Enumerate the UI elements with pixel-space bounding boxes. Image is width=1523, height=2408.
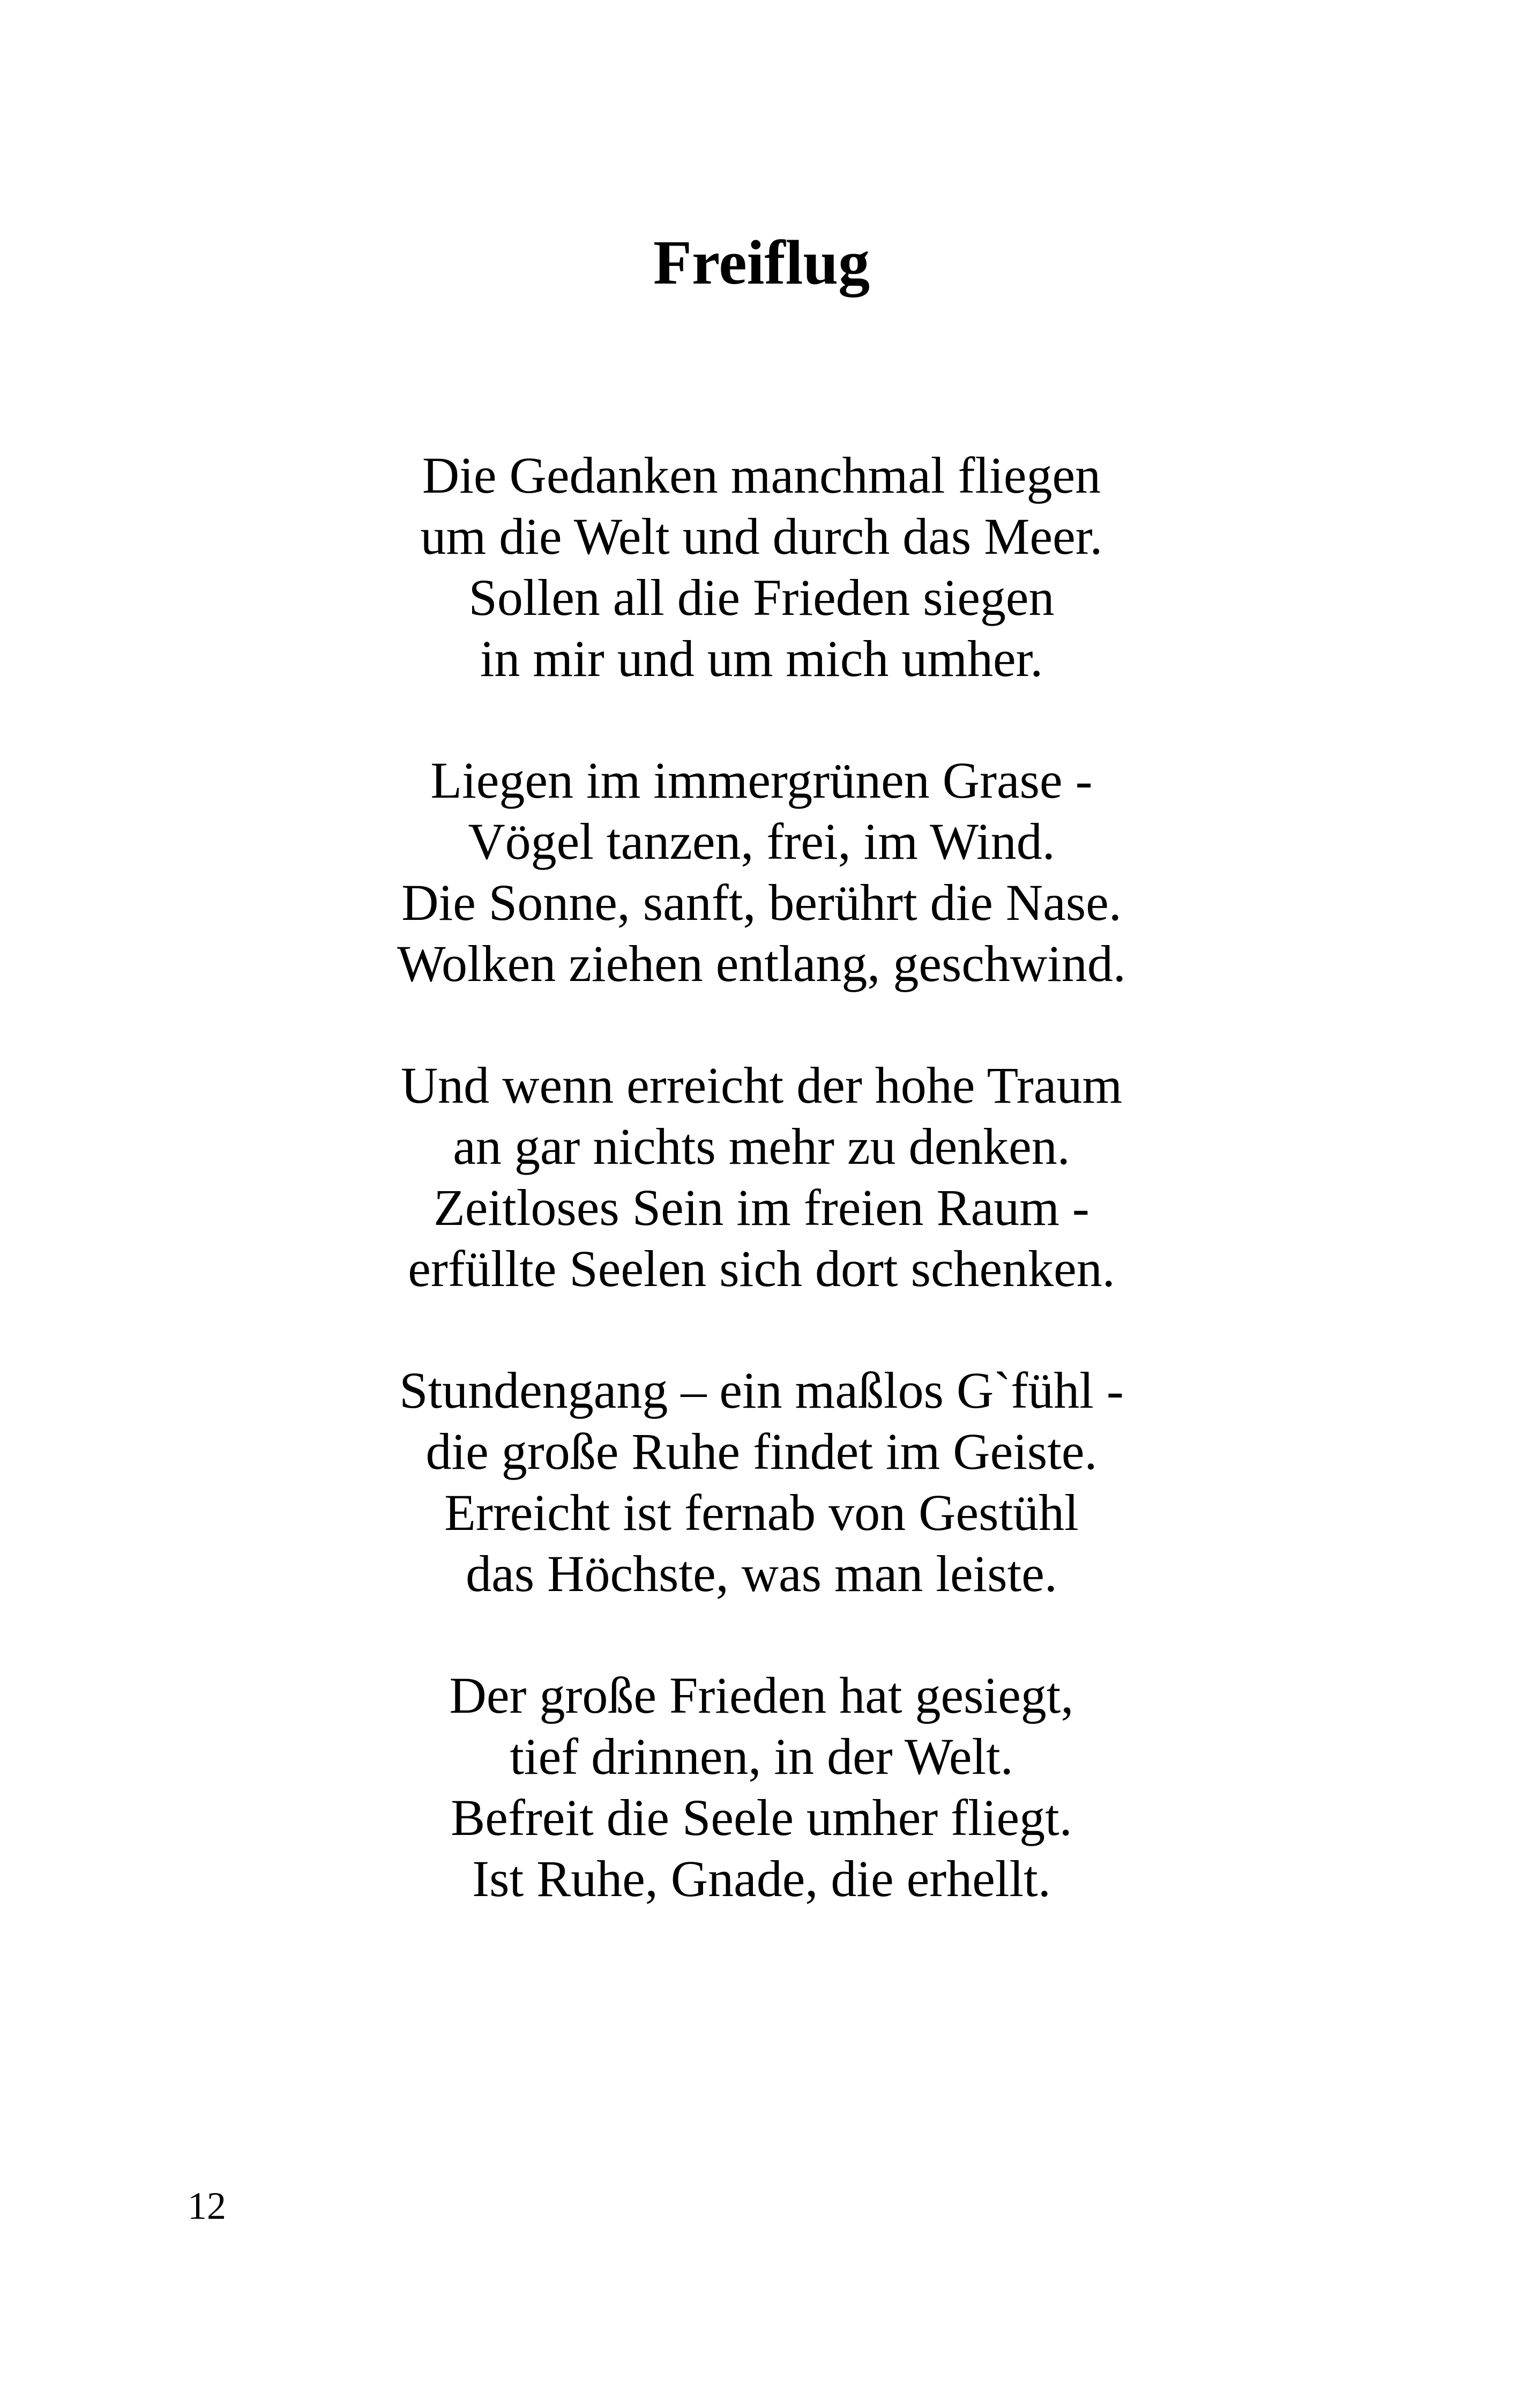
poem-line: die große Ruhe findet im Geiste. (425, 1423, 1098, 1480)
poem-line: Die Gedanken manchmal fliegen (422, 447, 1101, 504)
poem-line: an gar nichts mehr zu denken. (453, 1118, 1070, 1175)
poem-line: Befreit die Seele umher fliegt. (451, 1789, 1072, 1846)
poem-line: Ist Ruhe, Gnade, die erhellt. (472, 1850, 1051, 1907)
poem-line: Die Sonne, sanft, berührt die Nase. (401, 874, 1122, 931)
stanza-3 (0, 1055, 1523, 1299)
poem-line: Sollen all die Frieden siegen (468, 569, 1055, 626)
poem-line: Wolken ziehen entlang, geschwind. (397, 935, 1126, 992)
stanza-2 (0, 750, 1523, 994)
poem-line: erfüllte Seelen sich dort schenken. (408, 1240, 1115, 1297)
poem-line: in mir und um mich umher. (480, 630, 1043, 687)
page-number: 12 (188, 2184, 226, 2227)
poem-title: Freiflug (653, 227, 870, 298)
poem-line: das Höchste, was man leiste. (466, 1545, 1057, 1602)
stanza-5 (0, 1665, 1523, 1909)
poem-line: Erreicht ist fernab von Gestühl (444, 1484, 1079, 1541)
poem-line: tief drinnen, in der Welt. (510, 1728, 1013, 1785)
poem-line: Stundengang – ein maßlos G`fühl - (399, 1362, 1124, 1419)
poem-line: Liegen im immergrünen Grase - (430, 752, 1093, 809)
poem-line: Der große Frieden hat gesiegt, (449, 1667, 1074, 1724)
poem-line: um die Welt und durch das Meer. (420, 508, 1103, 565)
poem-body (0, 445, 1523, 1970)
poem-line: Zeitloses Sein im freien Raum - (434, 1179, 1089, 1236)
stanza-1 (0, 445, 1523, 689)
stanza-4 (0, 1360, 1523, 1604)
poem-line: Vögel tanzen, frei, im Wind. (468, 813, 1055, 870)
poem-line: Und wenn erreicht der hohe Traum (400, 1057, 1123, 1114)
